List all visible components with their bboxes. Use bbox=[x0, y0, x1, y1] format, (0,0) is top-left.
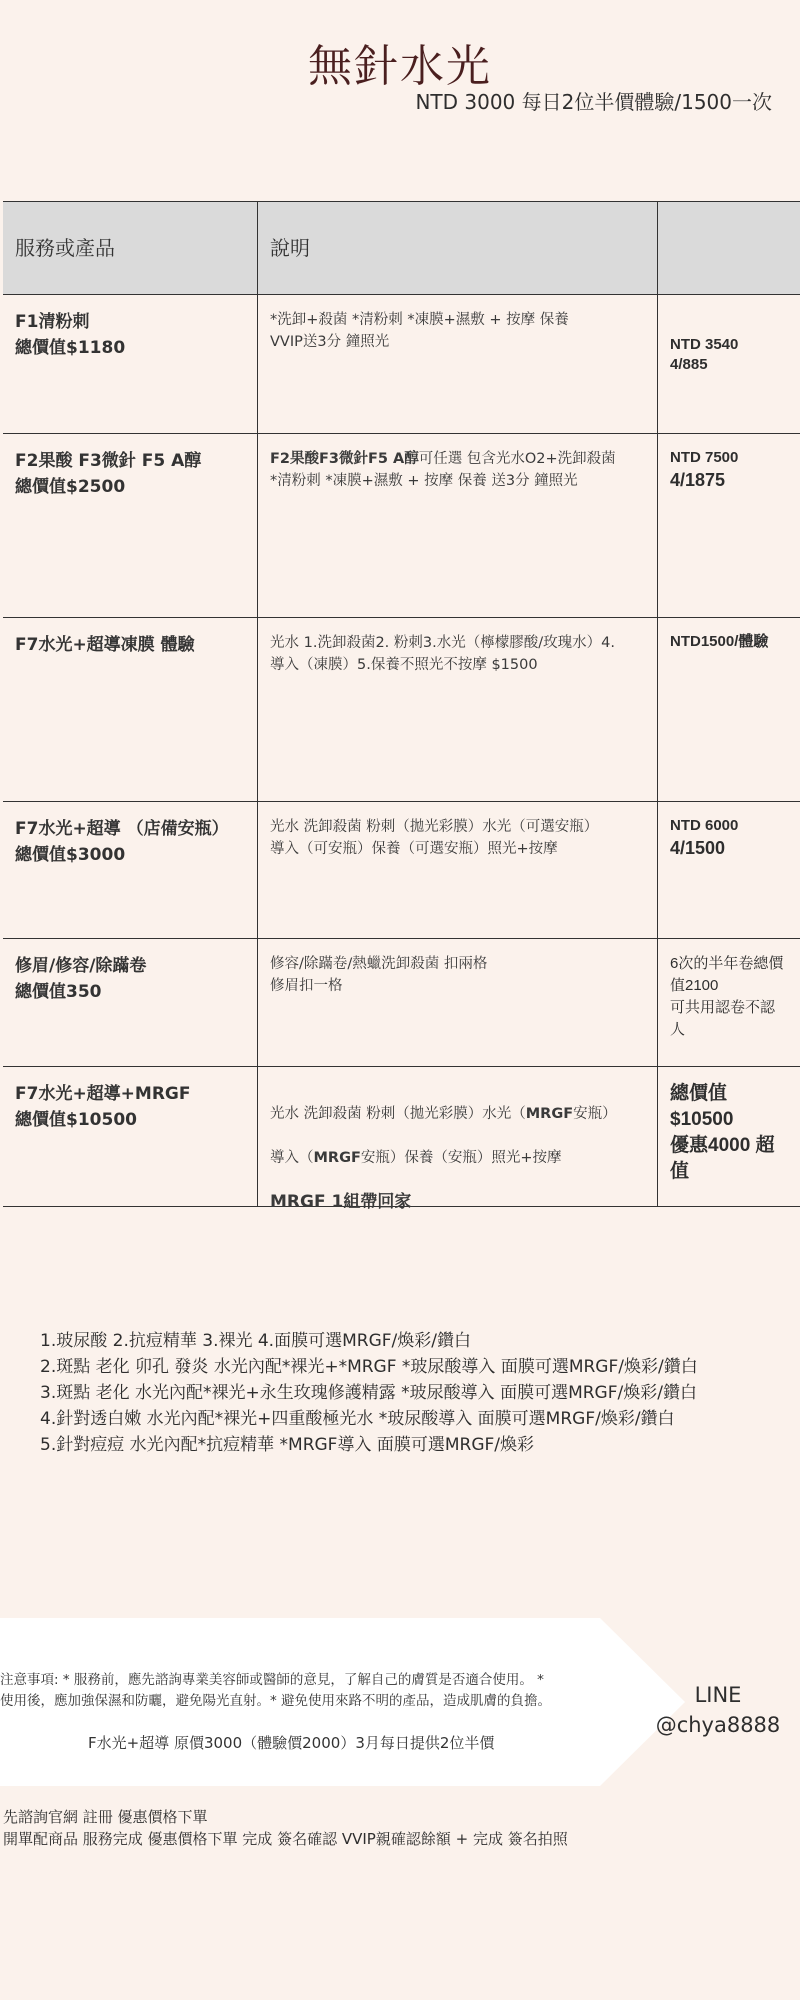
description-text: 光水 洗卸殺菌 粉刺（拋光彩膜）水光（ bbox=[270, 1106, 526, 1122]
description-highlight: F2果酸F3微針F5 A醇 bbox=[270, 451, 419, 467]
page-title: 無針水光 bbox=[308, 41, 492, 92]
description-text: 可任選 包含光水O2+洗卸殺菌 *清粉刺 *凍膜+濕敷 + 按摩 保養 送3分 鐘照光 bbox=[270, 451, 616, 489]
service-description bbox=[257, 1067, 657, 1212]
table-header-row bbox=[3, 202, 800, 295]
notice-text bbox=[0, 1670, 600, 1712]
table-row bbox=[3, 802, 800, 939]
service-name: F2果酸 F3微針 F5 A醇 總價值$2500 bbox=[15, 451, 202, 497]
price-table bbox=[3, 201, 800, 1212]
service-name: F1清粉刺 總價值$1180 bbox=[15, 312, 126, 358]
service-description: 修容/除蹣卷/熱蠟洗卸殺菌 扣兩格 修眉扣一格 bbox=[257, 939, 657, 1066]
service-description: 光水 1.洗卸殺菌2. 粉刺3.水光（檸檬膠酸/玫瑰水）4. 導入（凍膜）5.保養不照光不按摩 $1500 bbox=[257, 618, 657, 801]
service-price-cell bbox=[657, 802, 800, 938]
service-description: 光水 洗卸殺菌 粉刺（拋光彩膜）水光（可選安瓶） 導入（可安瓶）保養（可選安瓶）照光+按摩 bbox=[257, 802, 657, 938]
table-row bbox=[3, 939, 800, 1067]
service-price: 總價值 $10500 優惠4000 超值 bbox=[670, 1083, 775, 1182]
header-service: 服務或產品 bbox=[15, 236, 115, 260]
service-description: *洗卸+殺菌 *清粉刺 *凍膜+濕敷 + 按摩 保養 VVIP送3分 鐘照光 bbox=[257, 295, 657, 433]
list-item: 4.針對透白嫩 水光內配*裸光+四重酸極光水 *玻尿酸導入 面膜可選MRGF/煥彩/鑽白 bbox=[40, 1409, 675, 1429]
table-row bbox=[3, 434, 800, 618]
steps-line: 開單配商品 服務完成 優惠價格下單 完成 簽名確認 VVIP親確認餘額 + 完成 簽名拍照 bbox=[3, 1830, 568, 1848]
table-row bbox=[3, 618, 800, 802]
description-takehome: MRGF 1組帶回家 bbox=[270, 1192, 412, 1212]
notice-line: 注意事項: * 服務前，應先諮詢專業美容師或醫師的意見，了解自己的膚質是否適合使用。 * bbox=[0, 1672, 544, 1688]
service-price-cell bbox=[657, 295, 800, 433]
service-name: F7水光+超導+MRGF 總價值$10500 bbox=[15, 1084, 191, 1130]
service-price: NTD 7500 bbox=[670, 449, 739, 466]
service-name: 修眉/修容/除蹣卷 總價值350 bbox=[15, 956, 147, 1002]
notice-line: 使用後，應加強保濕和防曬，避免陽光直射。* 避免使用來路不明的產品，造成肌膚的負擔。 bbox=[0, 1693, 552, 1709]
list-item: 2.斑點 老化 卯孔 發炎 水光內配*裸光+*MRGF *玻尿酸導入 面膜可選MRGF/煥彩/鑽白 bbox=[40, 1357, 698, 1377]
service-price-cell bbox=[657, 618, 800, 801]
service-price-cell bbox=[657, 1067, 800, 1206]
list-item: 5.針對痘痘 水光內配*抗痘精華 *MRGF導入 面膜可選MRGF/煥彩 bbox=[40, 1435, 535, 1455]
table-row bbox=[3, 295, 800, 434]
page-subtitle: NTD 3000 每日2位半價體驗/1500一次 bbox=[415, 90, 772, 114]
line-contact[interactable] bbox=[648, 1680, 788, 1740]
header-price bbox=[657, 202, 800, 294]
line-label: LINE bbox=[694, 1683, 742, 1707]
description-text: 導入（ bbox=[270, 1150, 314, 1166]
description-highlight: MRGF bbox=[313, 1150, 361, 1166]
treatment-options-list bbox=[40, 1328, 780, 1458]
promo-text: F水光+超導 原價3000（體驗價2000）3月每日提供2位半價 bbox=[88, 1734, 495, 1752]
service-price-cell bbox=[657, 939, 800, 1066]
service-price-per-session: 4/1500 bbox=[670, 838, 726, 858]
steps-line: 先諮詢官網 註冊 優惠價格下單 bbox=[3, 1808, 208, 1826]
service-price: NTD1500/體驗 bbox=[670, 633, 769, 650]
description-text: 安瓶）保養（安瓶）照光+按摩 bbox=[360, 1150, 562, 1166]
service-price: NTD 6000 bbox=[670, 817, 739, 834]
service-name: F7水光+超導凍膜 體驗 bbox=[15, 635, 195, 655]
service-price-cell bbox=[657, 434, 800, 617]
booking-steps bbox=[3, 1806, 568, 1850]
line-id: @chya8888 bbox=[655, 1713, 781, 1737]
service-price: NTD 3540 4/885 bbox=[670, 336, 739, 373]
service-price: 6次的半年卷總價值2100 可共用認卷不認人 bbox=[670, 955, 784, 1038]
description-highlight: MRGF bbox=[525, 1106, 574, 1122]
service-description bbox=[257, 434, 657, 617]
list-item: 1.玻尿酸 2.抗痘精華 3.裸光 4.面膜可選MRGF/煥彩/鑽白 bbox=[40, 1331, 471, 1351]
description-text: 安瓶） bbox=[573, 1106, 617, 1122]
service-price-per-session: 4/1875 bbox=[670, 470, 726, 490]
header-description: 說明 bbox=[257, 202, 657, 294]
table-row bbox=[3, 1067, 800, 1212]
list-item: 3.斑點 老化 水光內配*裸光+永生玫瑰修護精露 *玻尿酸導入 面膜可選MRGF/煥彩/鑽白 bbox=[40, 1383, 697, 1403]
service-name: F7水光+超導 （店備安瓶） 總價值$3000 bbox=[15, 819, 229, 865]
